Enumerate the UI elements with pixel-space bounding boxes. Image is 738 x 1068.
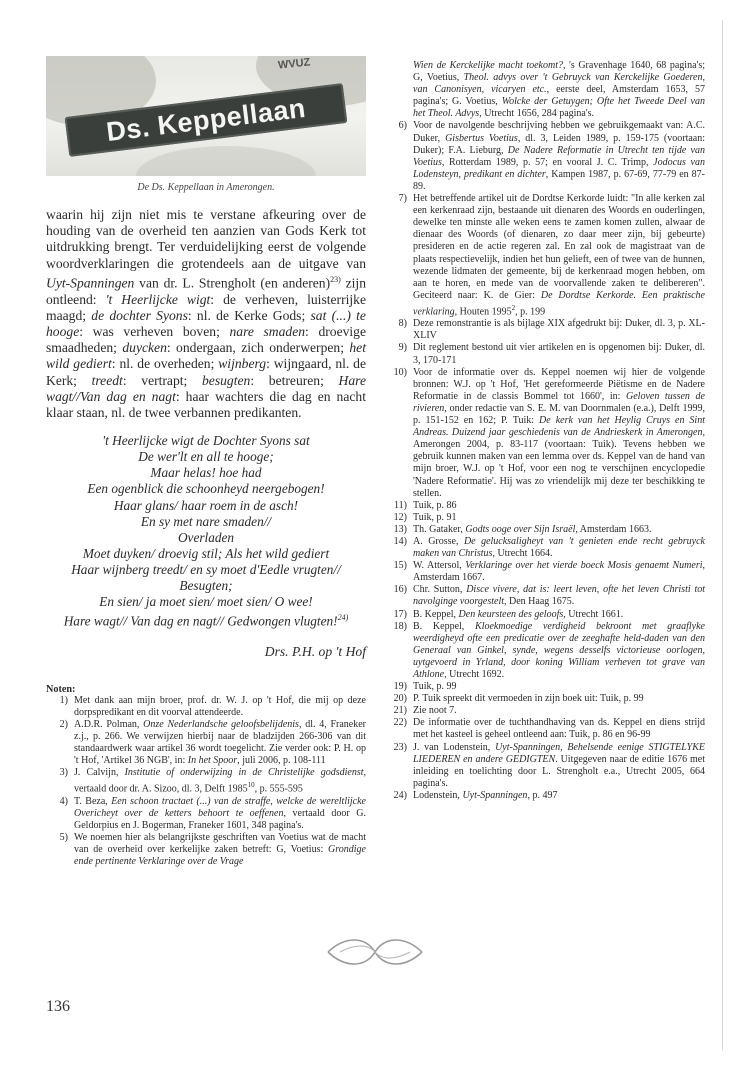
text-run: zijn ontleend: (46, 275, 366, 307)
note-text (74, 832, 366, 868)
note-text-run: Het betreffende artikel uit de Dordtse Kerkorde luidt: "In alle kerken zal een kerkenraad zijn, bestaande uit dienaren des Woords en ouderlingen, dewelke ten minste alle weken eens te zamen komen zullen, alwaar de dienaar des Woords (of dienaren, zo daar meer zijn, bij gebeurte) presideren en de actie regeren zal. En zal ook de magistraat van de plaats respectievelijk, indien het hun gelieft, een of twee van de hunnen, wezende lidmaten der gemeente, bij de kerkenraad mogen hebben, om aan te horen, en mede van de voorvallende zaken te delibereren". Geciteerd naar: K. de Gier: (413, 193, 705, 301)
note-number: 5) (59, 832, 68, 844)
poem-line: Haar glans/ haar roem in de asch! (113, 497, 299, 513)
note-text-run: Th. Gataker, (413, 523, 466, 535)
poem (46, 433, 366, 630)
note-item (385, 512, 705, 524)
note-number: 20) (393, 693, 407, 705)
text-run: van dr. L. Strengholt (en anderen) (134, 275, 331, 291)
note-text-run: Gisbertus Voetius (445, 132, 518, 144)
poem-line: Maar helas! hoe had (150, 465, 262, 481)
note-item (46, 796, 366, 832)
note-item (385, 584, 705, 608)
note-text-run: Zie noot 7. (413, 705, 457, 717)
author-signature: Drs. P.H. op 't Hof (264, 643, 366, 659)
note-text-run: Voor de navolgende beschrijving hebben we gebruikgemaakt van: A.C. Duker, (413, 120, 705, 144)
note-number: 4) (59, 795, 68, 807)
note-text-run: Met dank aan mijn broer, prof. dr. W. J. op 't Hof, die mij op deze dorpspredikant en dit voorval attendeerde. (74, 694, 366, 718)
note-text-run: , Amsterdam 1667. (413, 560, 706, 584)
note-text-run: P. Tuik spreekt dit vermoeden in zijn boek uit: Tuik, p. 99 (413, 693, 644, 705)
note-text-run: De gelucksaligheyt van 't genieten ende recht gebruyck maken van Christus (413, 535, 705, 560)
note-text-run: , p. 555-595 (254, 783, 303, 795)
note-item (385, 717, 705, 741)
note-text-run: , Houten 1995 (454, 306, 512, 318)
text-run: : nl. de Kerke Gods; (187, 307, 311, 323)
note-text-run: , Amsterdam 1663. (575, 523, 652, 535)
note-text-run: B. Keppel, (413, 608, 459, 620)
text-run: treedt (91, 372, 123, 388)
note-text (413, 120, 705, 193)
note-number (385, 60, 413, 120)
note-item (385, 681, 705, 693)
note-text-run: , Rotterdam 1989, p. 57; en vooral J. C. Trimp, (441, 156, 654, 168)
note-text-run: Chr. Sutton, (413, 584, 467, 596)
note-text (413, 609, 705, 621)
note-text-run: Theol. advys over 't Gebruyck van Kerckelijke Goederen, van Canonisyen, vicaryen etc. (413, 72, 705, 96)
note-text (74, 695, 366, 719)
note-text-run: J. van Lodenstein, (413, 741, 496, 753)
note-text-run: De informatie over de tuchthandhaving van ds. Keppel en diens strijd met het kasteel is geheel ontleend aan: Tuik, p. 86 en 96-99 (413, 717, 705, 741)
note-text-run: J. Calvijn, (74, 767, 125, 779)
text-run: het wild gediert (46, 340, 366, 372)
street-sign-photo (46, 56, 366, 176)
note-number: 9) (398, 342, 407, 354)
text-run: : nl. de overheden; (111, 356, 219, 372)
note-item (385, 318, 705, 342)
note-item (385, 742, 705, 790)
note-text-run: , dl. 3, Leiden 1989, p. 159-175 (voortaan: Duker); F.A. Lieburg, (413, 132, 706, 156)
text-run: duycken (122, 340, 167, 356)
note-text-run: Kloekmoedige verdigheid bekroont met graaflyke weerdigheyd ofte een predicatie over de zeeghafte held-daden van den Generaal van Ginkel, synde, wegens desselfs victorieuse oorlogen, uytgevoerd in Yrland, door koning William verheven tot grave van Athlone (413, 620, 705, 681)
note-number: 7) (398, 193, 407, 205)
note-item (385, 621, 705, 681)
note-text-run: Institutie of onderwijzing in de Christelijke godsdienst (124, 767, 364, 779)
text-run: 't Heerlijcke wigt (105, 291, 211, 307)
note-text-run: , Utrecht 1692. (444, 669, 505, 681)
notes-list-left (46, 695, 366, 869)
note-text (413, 621, 705, 681)
ornament-flourish-icon (320, 930, 430, 974)
note-text-run: A. Grosse, (413, 535, 464, 547)
note-number: 13) (393, 523, 407, 535)
note-text-run: Onze Nederlandsche geloofsbelijdenis (143, 718, 299, 730)
photo-foliage (136, 146, 316, 176)
note-text-run: Dit reglement bestond uit vier artikelen en is opgenomen bij: Duker, dl. 3, 170-171 (413, 342, 705, 366)
note-text-run: Uyt-Spanningen (462, 789, 528, 801)
note-text-run: T. Beza, (74, 795, 112, 807)
note-item (385, 609, 705, 621)
note-item (385, 705, 705, 717)
note-number: 1) (59, 694, 68, 706)
note-item (385, 560, 705, 584)
note-text-run: Geloven tussen de rivieren (413, 390, 705, 414)
note-item (385, 342, 705, 366)
note-text-run: Grondige ende pertinente Verklaringe over de Vrage (74, 844, 366, 868)
note-text-run: Den keursteen des geloofs (458, 608, 564, 620)
note-item (385, 60, 705, 120)
text-run: wijnberg (218, 356, 267, 372)
note-text-run: , vertaald door dr. A. Sizoo, dl. 3, Delft 1985 (74, 767, 366, 795)
note-number: 3) (59, 767, 68, 779)
note-text (413, 693, 705, 705)
text-run: : was verheven boven; (79, 323, 230, 339)
note-text (413, 584, 705, 608)
text-run: : de verheven, luisterrijke maagd; (46, 291, 366, 323)
note-item (385, 193, 705, 318)
notes-title: Noten: (46, 683, 76, 695)
text-run: : vertrapt; (122, 372, 202, 388)
text-run: : betreuren; (250, 372, 339, 388)
note-text (413, 193, 705, 318)
note-text (413, 512, 705, 524)
poem-line-last (46, 610, 366, 630)
note-text (413, 717, 705, 741)
note-text (413, 367, 705, 500)
note-text-run: , juli 2006, p. 108-111 (237, 755, 326, 767)
poem-line: 't Heerlijcke wigt de Dochter Syons sat (102, 433, 310, 449)
note-text-run: . Uitgegeven naar de editie 1676 met inleiding en toelichting door L. Strengholt e.a., Utrecht 2005, 664 pagina's. (413, 753, 705, 789)
note-item (46, 832, 366, 868)
note-item (46, 719, 366, 767)
notes-list-right (385, 60, 705, 802)
note-text (413, 524, 705, 536)
note-text (413, 681, 705, 693)
poem-line: Overladen (177, 529, 235, 545)
text-run: : ondergaan, zich onderwerpen; (166, 340, 350, 356)
text-run: de dochter Syons (91, 307, 188, 323)
note-number: 19) (393, 681, 407, 693)
sign-fragment-text: WVUZ (277, 56, 311, 72)
note-text-run: , onder redactie van S. E. M. van Doornmalen (e.a.), Delft 1999, p. 151-152 en 162; P. Tuik: (413, 402, 705, 427)
poem-line: En sy met nare smaden// (140, 513, 272, 529)
note-text-run: Verklaringe over het vierde boeck Mosis genaemt Numeri (465, 560, 703, 572)
note-text-run: Wien de Kerckelijke macht toekomt? (413, 60, 563, 71)
left-column (46, 56, 366, 868)
note-text-run: , 's Gravenhage 1640, 68 pagina's; G, Voetius, (413, 60, 705, 84)
text-run: Uyt-Spanningen (46, 275, 135, 291)
note-text-run: 10 (247, 781, 255, 790)
note-text-run: , dl. 4, Franeker z.j., p. 266. We verwijzen hierbij naar de bladzijden 266-306 van dit standaardwerk waar artikel 36 wordt toegelicht. Zie verder ook: P. H. op 't Hof, 'Artikel 36 NGB', in: (74, 718, 366, 767)
note-text-run: Lodenstein, (413, 789, 463, 801)
note-text (413, 560, 705, 584)
note-text (74, 719, 366, 767)
note-number: 2) (59, 718, 68, 730)
page-number: 136 (46, 998, 70, 1015)
text-run: sat (...) te hooge (46, 307, 366, 339)
note-number: 17) (393, 608, 407, 620)
note-text-run: Godts ooge over Sijn Israël (465, 523, 576, 535)
right-column (385, 60, 705, 802)
note-number: 15) (393, 560, 407, 572)
note-item (385, 693, 705, 705)
note-number: 18) (393, 620, 407, 632)
body-paragraph (46, 207, 366, 421)
note-number: 6) (398, 120, 407, 132)
note-number: 24) (393, 789, 407, 801)
note-text-run: Jodocus van Lodensteyn, predikant en dichter (413, 156, 705, 180)
note-text-run: , vertaald door G. Geldorpius en J. Bogerman, Franeker 1601, 348 pagina's. (74, 807, 366, 831)
note-text-run: Tuik, p. 99 (413, 681, 457, 693)
note-item (46, 695, 366, 719)
note-text-run: A.D.R. Polman, (74, 718, 144, 730)
note-text (413, 60, 705, 120)
note-text-run: De Dordtse Kerkorde. Een praktische verklaring (413, 289, 705, 318)
text-run: Hare wagt//Van dag en nagt (46, 372, 366, 404)
note-text (413, 705, 705, 717)
note-text-run: De kerk van het Heylig Cruys en Sint Andreas. Duizend jaar geschiedenis van de Andrieskerk in Amerongen (413, 415, 705, 439)
note-text-run: Tuik, p. 91 (413, 511, 457, 523)
note-text (413, 342, 705, 366)
note-text (413, 536, 705, 560)
poem-line: Haar wijnberg treedt/ en sy moet d'Eedle vrugten// (71, 561, 341, 577)
note-item (46, 767, 366, 796)
note-text-run: Deze remonstrantie is als bijlage XIX afgedrukt bij: Duker, dl. 3, p. XL-XLIV (413, 318, 705, 342)
note-text (74, 767, 366, 796)
note-number: 21) (393, 705, 407, 717)
note-text-run: In het Spoor (187, 755, 238, 767)
note-text-run: , Utrecht 1664. (492, 548, 553, 560)
note-text-run: , eerste deel, Amsterdam 1653, 57 pagina's; G. Voetius, (413, 84, 706, 108)
poem-line: En sien/ ja moet sien/ moet sien/ O wee! (99, 594, 313, 610)
poem-line: Moet duyken/ droevig stil; Als het wild gediert (82, 545, 330, 561)
note-text-run: Uyt-Spanningen, Behelsende eenige STIGTELYKE LIEDEREN en andere GEDIGTEN (413, 741, 705, 765)
footnote-ref: 23) (330, 274, 341, 284)
text-run: : droevige smaadheden; (46, 323, 367, 356)
note-text (413, 318, 705, 342)
street-sign-text: Ds. Keppellaan (104, 92, 308, 148)
poem-line: Een ogenblick die schoonheyd neergebogen! (87, 481, 325, 497)
note-number: 8) (398, 318, 407, 330)
note-text (413, 500, 705, 512)
note-number: 22) (393, 717, 407, 729)
note-number: 16) (393, 584, 407, 596)
text-run: nare smaden (229, 323, 306, 339)
poem-line: De wer'lt en all te hooge; (138, 449, 274, 465)
note-text-run: Een schoon tractaet (...) van de straffe, welcke de wereltlijcke Overicheyt over de ketters behoort te oeffenen (74, 795, 366, 819)
note-item (385, 367, 705, 500)
note-number: 14) (393, 535, 407, 547)
text-run: : wijngaard, nl. de Kerk; (46, 356, 367, 388)
note-text-run: , Den Haag 1675. (504, 596, 575, 608)
note-item (385, 790, 705, 802)
note-item (385, 500, 705, 512)
note-item (385, 120, 705, 193)
note-number: 10) (393, 366, 407, 378)
poem-line: Besugten; (179, 578, 233, 594)
text-run: besugten (202, 372, 251, 388)
note-text-run: B. Keppel, (413, 620, 476, 632)
note-text-run: , Utrecht 1656, 284 pagina's. (479, 108, 595, 120)
note-text-run: Voor de informatie over ds. Keppel noemen wij hier de volgende bronnen: W.J. op 't Hof, 'Het gereformeerde Piëtisme en de Nadere Reformatie in de classis Bommel tot 1660', in: (413, 366, 705, 402)
note-text-run: We noemen hier als belangrijkste geschriften van Voetius wat de macht van de overheid over kerkelijke zaken betreft: G, Voetius: (74, 832, 366, 856)
note-text (74, 796, 366, 832)
note-item (385, 524, 705, 536)
poem-line-text: Hare wagt// Van dag en nagt// Gedwongen vlugten! (63, 613, 338, 629)
note-text-run: , p. 199 (515, 306, 546, 318)
note-text-run: , Kampen 1987, p. 67-69, 77-79 en 87-89. (413, 168, 706, 192)
footnote-ref: 24) (337, 613, 349, 623)
text-run: : haar wachters die dag en nacht klaar staan, nl. de twee verbannen predikanten. (46, 388, 366, 420)
text-run: waarin hij zijn niet mis te verstane afkeuring over de houding van de overheid ten aanzien van Gods Kerk tot uitdrukking brengt. Ter verduidelijking eerst de volgende woordverklaringen die grotendeels aan de uitgave van (46, 207, 366, 271)
note-text-run: , p. 497 (527, 789, 558, 801)
note-item (385, 536, 705, 560)
note-text-run: De Nadere Reformatie in Utrecht ten tijde van Voetius (413, 144, 705, 168)
note-text-run: , Amerongen 2004, p. 83-117 (voortaan: Tuik). Tevens hebben we gebruik kunnen maken van een lemma over ds. Keppel van de hand van mijn broer, W.J. op 't Hof, voor een nog te verschijnen encyclopedie 'Nadere Reformatie'. Hij was zo vriendelijk mij deze ter beschikking te stellen. (413, 427, 705, 499)
photo-caption: De Ds. Keppellaan in Amerongen. (137, 182, 275, 193)
page-edge-rule (722, 20, 723, 1050)
note-text-run: W. Attersol, (413, 560, 466, 572)
note-number: 11) (394, 499, 407, 511)
note-number: 23) (393, 741, 407, 753)
note-text-run: , Utrecht 1661. (563, 608, 624, 620)
note-text (413, 742, 705, 790)
note-text-run: Tuik, p. 86 (413, 499, 457, 511)
note-text-run: Wolcke der Getuygen; Ofte het Tweede Deel van het Theol. Advys (413, 96, 705, 120)
note-text-run: Disce vivere, dat is: leert leven, ofte het leven Christi tot navolginge voorgestelt (413, 584, 705, 608)
note-number: 12) (393, 511, 407, 523)
note-text-run: 2 (511, 303, 516, 312)
note-text (413, 790, 705, 802)
